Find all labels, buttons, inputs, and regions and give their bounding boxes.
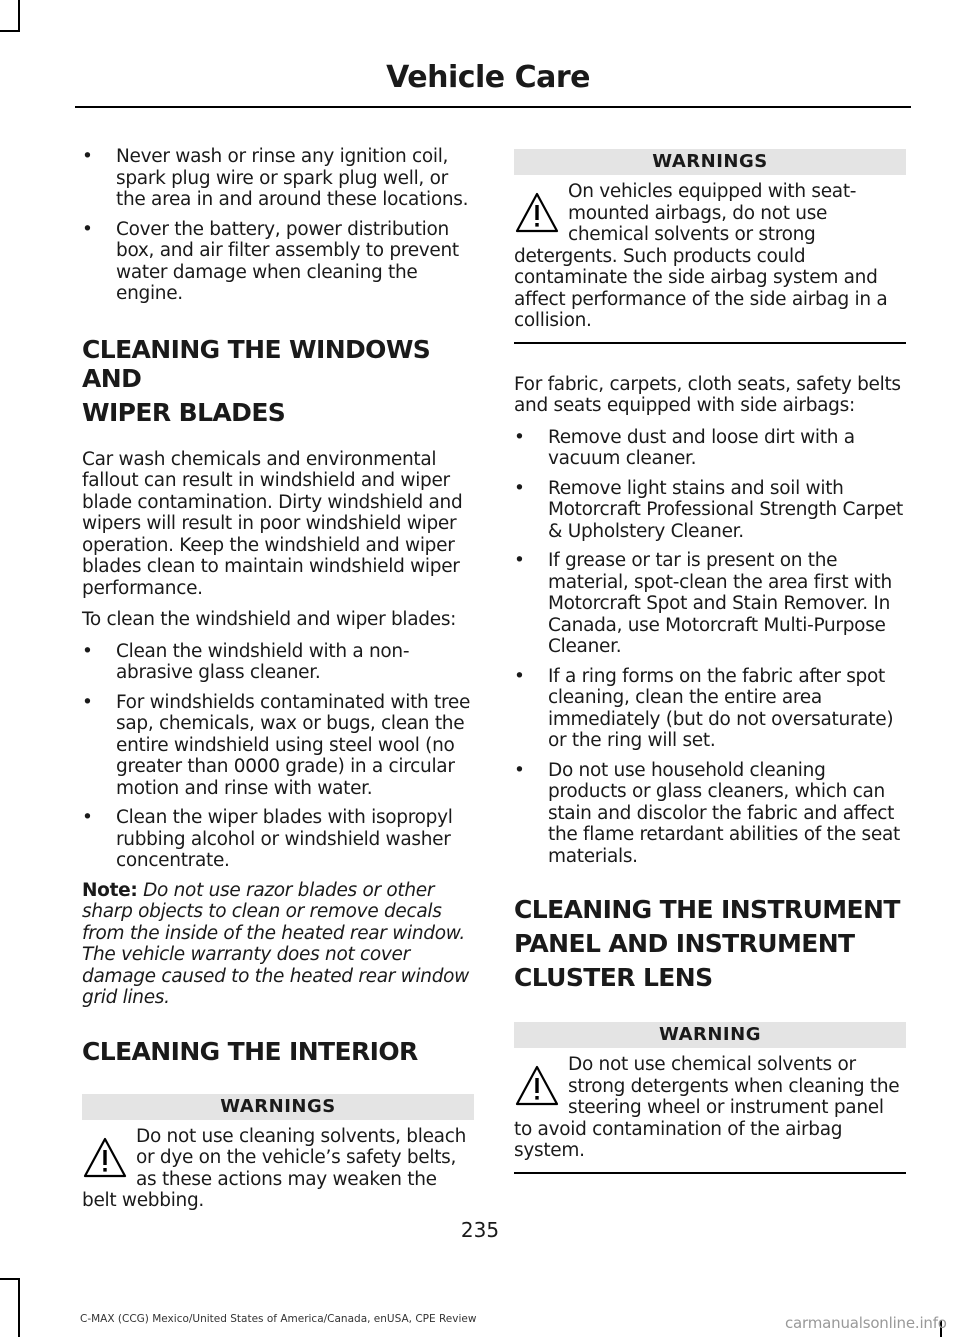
list-item-text: Never wash or rinse any ignition coil, spark plug wire or spark plug well, or the area in and around these locations. [116,146,469,210]
paragraph: Car wash chemicals and environmental fallout can result in windshield and wiper blade contamination. Dirty windshield and wipers will result in poor windshield wiper operation. Keep the windshield and wiper blades clean to maintain windshield wiper performance. [82,448,463,599]
list-item-text: For windshields contaminated with tree sap, chemicals, wax or bugs, clean the entire windshield using steel wool (no greater than 0000 grade) in a circular motion and rinse with water. [116,691,471,799]
bullet-glyph: • [514,665,525,687]
page-number: 235 [460,1218,500,1242]
crop-mark [0,1278,20,1280]
note-label: Note: [82,879,138,901]
bullet-glyph: • [82,218,93,240]
section-heading-instrument-panel [514,895,906,992]
heading-line: CLEANING THE INSTRUMENT [514,895,900,924]
crop-mark [18,1278,20,1337]
note-paragraph [82,880,474,1009]
list-item [82,807,474,872]
warning-box [514,149,906,344]
wiper-bullet-list [82,641,474,872]
list-item [514,550,906,658]
bullet-glyph: • [82,640,93,662]
section-heading-interior [82,1037,474,1066]
section-heading-windows [82,335,474,427]
warning-box [514,1022,906,1174]
list-item-text: Do not use household cleaning products or glass cleaners, which can stain and discolor the fabric and affect the flame retardant abilities of the seat materials. [548,759,900,867]
list-item-text: Cover the battery, power distribution box, and air filter assembly to prevent water damage when cleaning the engine. [116,218,459,304]
list-item-text: Clean the wiper blades with isopropyl rubbing alcohol or windshield washer concentrate. [116,807,453,871]
list-item [82,692,474,800]
paragraph: For fabric, carpets, cloth seats, safety belts and seats equipped with side airbags: [514,373,901,416]
list-item [82,641,474,684]
list-item-text: Remove dust and loose dirt with a vacuum cleaner. [548,426,855,469]
heading-line: CLEANING THE WINDOWS AND [82,334,431,393]
list-item-text: Clean the windshield with a non-abrasive glass cleaner. [116,640,410,683]
warning-box [82,1094,474,1222]
warning-text: Do not use cleaning solvents, bleach or dye on the vehicle’s safety belts, as these actions may weaken the belt webbing. [82,1125,466,1211]
warning-title: WARNINGS [82,1094,474,1120]
list-item [82,146,474,211]
bullet-glyph: • [82,807,93,828]
warning-title: WARNINGS [514,149,906,175]
watermark[interactable]: carmanualsonline.info [785,1314,947,1332]
heading-line: PANEL AND INSTRUMENT [514,929,855,958]
list-item [514,760,906,868]
list-item [514,427,906,470]
bullet-glyph: • [82,691,93,713]
bullet-glyph: • [514,426,525,448]
list-item-text: Remove light stains and soil with Motorcraft Professional Strength Carpet & Upholstery Cleaner. [548,477,903,542]
page-header-title: Vehicle Care [386,60,590,95]
warning-text: Do not use chemical solvents or strong detergents when cleaning the steering wheel or instrument panel to avoid contamination of the airbag system. [514,1054,900,1161]
warning-title: WARNING [514,1022,906,1048]
crop-mark [0,30,20,32]
intro-bullet-list [82,146,474,305]
heading-line: WIPER BLADES [82,397,286,427]
heading-line: CLUSTER LENS [514,963,713,992]
left-column [82,146,474,1252]
warning-body [514,1048,906,1174]
bullet-glyph: • [82,146,93,167]
warning-triangle-icon [514,191,560,235]
bullet-glyph: • [514,550,525,571]
crop-mark [18,0,20,32]
right-column [514,149,906,1204]
note-text: Do not use razor blades or other sharp objects to clean or remove decals from the inside of the heated rear window. The vehicle warranty does not cover damage caused to the heated rear window grid lines. [82,879,470,1008]
heading-line: CLEANING THE INTERIOR [82,1036,418,1066]
list-item-text: If a ring forms on the fabric after spot cleaning, clean the entire area immediately (but do not oversaturate) or the ring will set. [548,665,894,751]
header-rule [75,106,911,108]
bullet-glyph: • [514,759,525,781]
warning-triangle-icon [514,1064,560,1108]
list-item-text: If grease or tar is present on the material, spot-clean the area first with Motorcraft Spot and Stain Remover. In Canada, use Motorcraft Multi-Purpose Cleaner. [548,550,892,657]
bullet-glyph: • [514,477,525,499]
fabric-bullet-list [514,427,906,868]
warning-body [514,175,906,344]
list-item [82,219,474,305]
list-item [514,478,906,543]
footer-text: C-MAX (CCG) Mexico/United States of America/Canada, enUSA, CPE Review [80,1313,477,1325]
list-item [514,666,906,752]
warning-triangle-icon [82,1136,128,1180]
paragraph: To clean the windshield and wiper blades: [82,609,457,630]
warning-body [82,1120,474,1222]
warning-text: On vehicles equipped with seat-mounted airbags, do not use chemical solvents or strong detergents. Such products could contaminate the side airbag system and affect performance of the side airbag in a collision. [514,181,888,331]
